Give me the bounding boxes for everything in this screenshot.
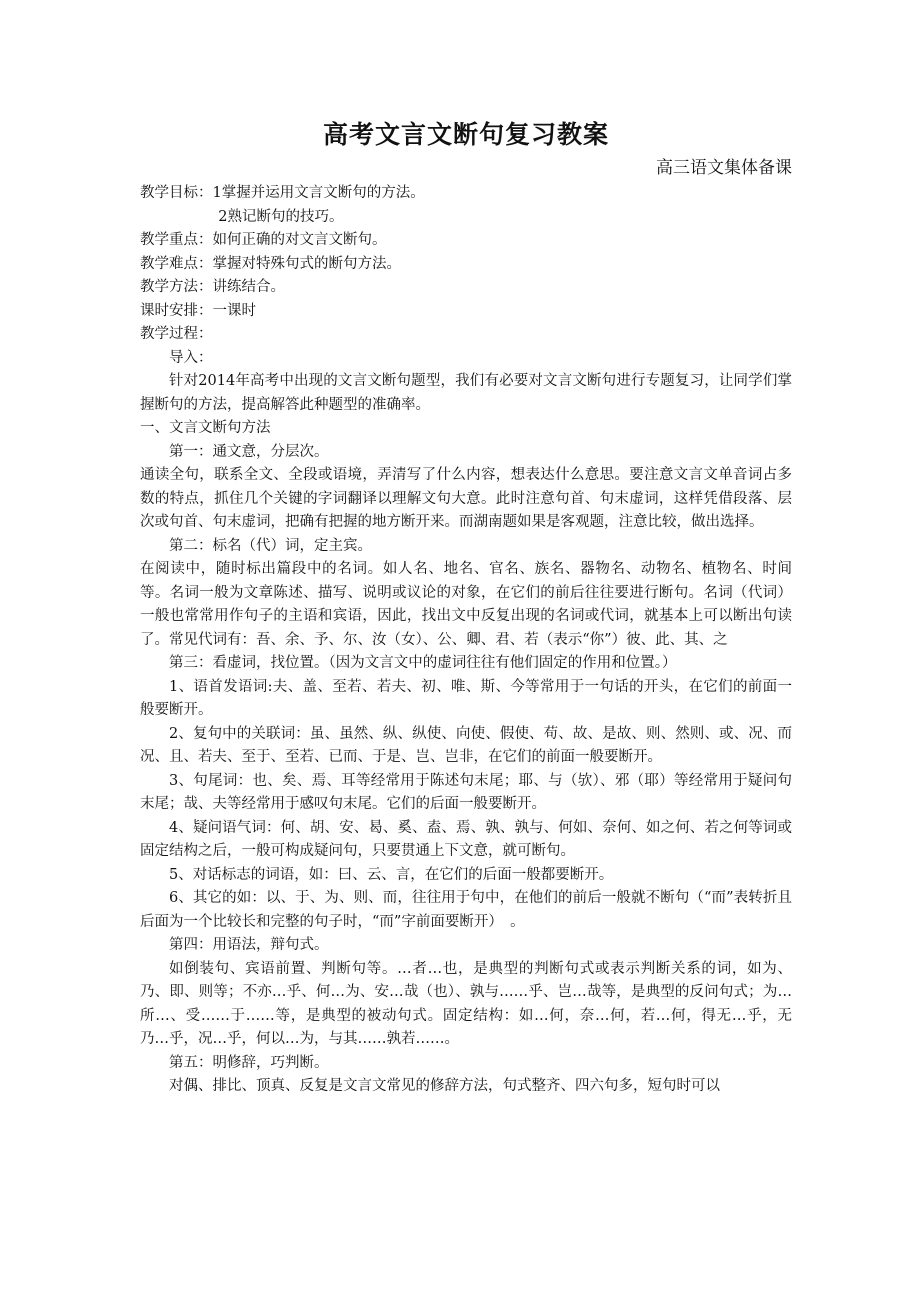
method-3-item-5: 5、对话标志的词语，如：曰、云、言，在它们的后面一般都要断开。 [169,866,614,883]
method-3-item-4: 4、疑问语气词：何、胡、安、曷、奚、盍、焉、孰、孰与、何如、奈何、如之何、若之何等词或固定结构之后，一般可构成疑问句，只要贯通上下文意，就可断句。 [140,819,792,859]
method-4-body: 如倒装句、宾语前置、判断句等。…者…也，是典型的判断句式或表示判断关系的词，如为、乃、即、则等；不亦…乎、何…为、安…哉（也）、孰与……乎、岂…哉等，是典型的反问句式；为…所…、受……于……等，是典型的被动句式。固定结构：如…何，奈…何，若…何，得无…乎，无乃…乎，况…乎，何以…为，与其……孰若……。 [140,960,792,1047]
method-3-item-2: 2、复句中的关联词：虽、虽然、纵、纵使、向使、假使、苟、故、是故、则、然则、或、况、而况、且、若夫、至于、至若、已而、于是、岂、岂非，在它们的前面一般要断开。 [140,725,792,765]
intro-label: 导入： [169,349,213,366]
method-1-heading: 第一：通文意，分层次。 [169,443,329,460]
teaching-key-point: 教学重点：如何正确的对文言文断句。 [140,232,387,248]
method-2-body: 在阅读中，随时标出篇段中的名词。如人名、地名、官名、族名、器物名、动物名、植物名、时间等。名词一般为文章陈述、描写、说明或议论的对象，在它们的前后往往要进行断句。名词（代词）一般也常常用作句子的主语和宾语，因此，找出文中反复出现的名词或代词，就基本上可以断出句读了。常见代词有：吾、余、予、尔、汝（女）、公、卿、君、若（表示“你”）彼、此、其、之 [140,561,792,648]
teaching-difficulty: 教学难点：掌握对特殊句式的断句方法。 [140,255,401,272]
method-5-body: 对偶、排比、顶真、反复是文言文常见的修辞方法，句式整齐、四六句多，短句时可以 [169,1078,720,1094]
method-3-heading: 第三：看虚词，找位置。（因为文言文中的虚词往往有他们固定的作用和位置。） [169,655,677,671]
method-4-heading: 第四：用语法，辩句式。 [169,937,329,953]
section-heading-1: 一、文言文断句方法 [140,420,271,436]
teaching-goal-2: 2熟记断句的技巧。 [218,208,344,225]
method-2-heading: 第二：标名（代）词，定主宾。 [169,537,372,554]
method-1-body: 通读全句，联系全文、全段或语境，弄清写了什么内容，想表达什么意思。要注意文言文单音词占多数的特点，抓住几个关键的字词翻译以理解文句大意。此时注意句首、句末虚词，这样凭借段落、层次或句首、句末虚词，把确有把握的地方断开来。而湖南题如果是客观题，注意比较，做出选择。 [140,467,792,530]
method-3-item-3: 3、句尾词：也、矣、焉、耳等经常用于陈述句末尾；耶、与（欤）、邪（耶）等经常用于疑问句末尾；哉、夫等经常用于感叹句末尾。它们的后面一般要断开。 [140,772,792,812]
method-3-item-6: 6、其它的如：以、于、为、则、而，往往用于句中，在他们的前后一般就不断句（“而”表转折且后面为一个比较长和完整的句子时，“而”字前面要断开） 。 [140,890,792,930]
document-title: 高考文言文断句复习教案 [322,120,609,149]
method-5-heading: 第五：明修辞，巧判断。 [169,1054,329,1071]
class-hours: 课时安排：一课时 [140,302,256,319]
teaching-method: 教学方法：讲练结合。 [140,279,285,295]
method-3-item-1: 1、语首发语词:夫、盖、至若、若夫、初、唯、斯、今等常用于一句话的开头，在它们的前面一般要断开。 [140,678,792,718]
teaching-process: 教学过程： [140,326,213,342]
teaching-goal-1: 教学目标：1掌握并运用文言文断句的方法。 [140,185,425,201]
document-subtitle: 高三语文集体备课 [656,158,792,178]
intro-paragraph: 针对2014年高考中出现的文言文断句题型，我们有必要对文言文断句进行专题复习，让同学们掌握断句的方法，提高解答此种题型的准确率。 [140,373,792,413]
